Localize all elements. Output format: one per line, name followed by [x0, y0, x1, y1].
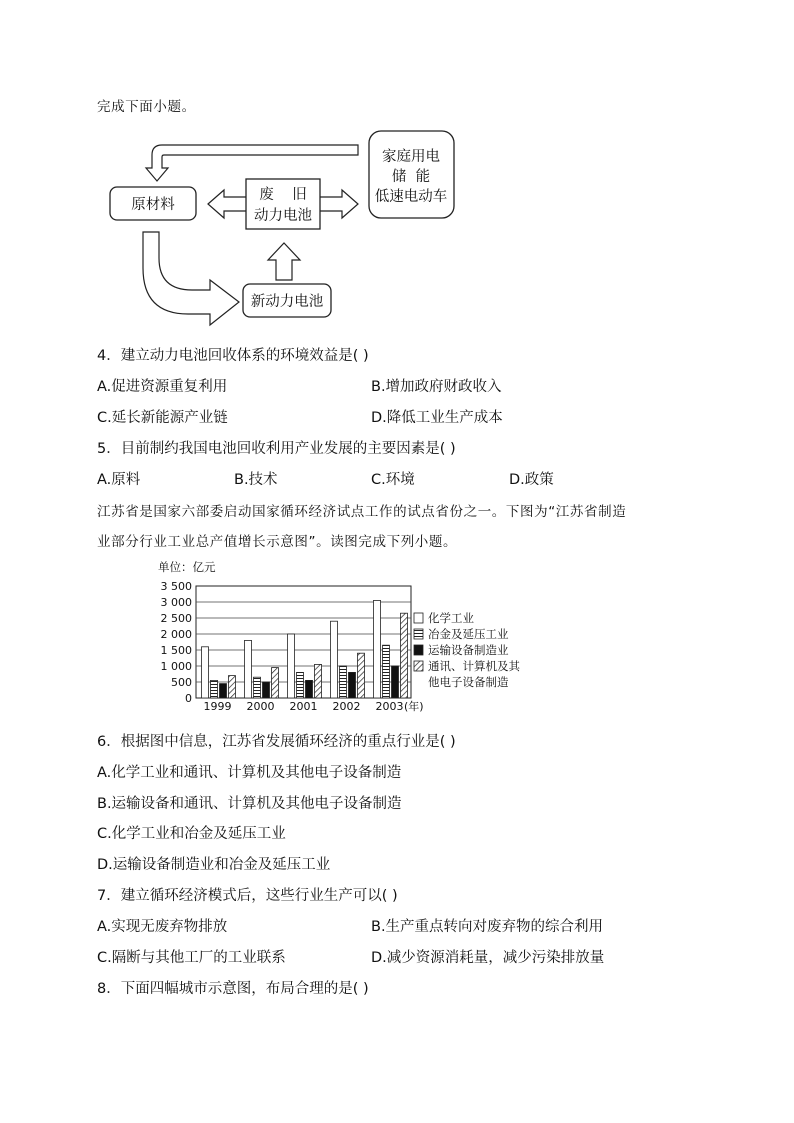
x-tick-label: 2002 — [332, 700, 361, 713]
q4-option-d[interactable]: D.降低工业生产成本 — [371, 410, 503, 426]
legend-label-4: 通讯、计算机及其 — [428, 659, 520, 673]
bar-2003-series-2 — [383, 645, 390, 698]
q7-option-d[interactable]: D.减少资源消耗量，减少污染排放量 — [371, 950, 605, 966]
legend-swatch-1 — [414, 613, 423, 623]
y-tick-label: 2 000 — [160, 628, 192, 641]
bar-2003-series-3 — [392, 666, 399, 698]
q5-option-a[interactable]: A.原料 — [97, 472, 141, 488]
q4-option-a[interactable]: A.促进资源重复利用 — [97, 379, 228, 395]
bar-2000-series-1 — [245, 640, 252, 698]
bar-1999-series-1 — [202, 647, 209, 698]
question-8-stem: 8．下面四幅城市示意图，布局合理的是( ) — [97, 981, 369, 997]
recycling-flow-diagram — [0, 0, 794, 340]
bar-2001-series-1 — [288, 634, 295, 698]
bar-2000-series-3 — [263, 682, 270, 698]
legend-swatch-4 — [414, 661, 423, 671]
q4-option-b[interactable]: B.增加政府财政收入 — [371, 379, 502, 395]
question-7-stem: 7．建立循环经济模式后，这些行业生产可以( ) — [97, 888, 398, 904]
waste-battery-label-1: 废 旧 — [259, 187, 307, 203]
intro-text-2-line-1: 江苏省是国家六部委启动国家循环经济试点工作的试点省份之一。下图为“江苏省制造 — [97, 504, 627, 520]
question-4-stem: 4．建立动力电池回收体系的环境效益是( ) — [97, 348, 369, 364]
y-tick-label: 1 000 — [160, 660, 192, 673]
y-tick-label: 1 500 — [160, 644, 192, 657]
legend-label-2: 冶金及延压工业 — [428, 627, 509, 641]
q6-option-a[interactable]: A.化学工业和通讯、计算机及其他电子设备制造 — [97, 765, 402, 781]
bar-2003-series-1 — [374, 600, 381, 698]
y-tick-label: 0 — [185, 692, 192, 705]
q5-option-b[interactable]: B.技术 — [234, 472, 278, 488]
y-tick-label: 3 500 — [160, 580, 192, 593]
household-label-3: 低速电动车 — [374, 189, 448, 205]
legend-label-1: 化学工业 — [428, 611, 474, 625]
bar-2001-series-2 — [297, 672, 304, 698]
bar-2002-series-3 — [349, 672, 356, 698]
bar-2001-series-4 — [315, 664, 322, 698]
new-battery-label: 新动力电池 — [250, 294, 324, 310]
intro-text-1: 完成下面小题。 — [97, 99, 196, 115]
bar-2000-series-4 — [272, 668, 279, 698]
legend-swatch-3 — [414, 645, 423, 655]
x-tick-label: 2003 — [375, 700, 404, 713]
bar-2003-series-4 — [401, 613, 408, 698]
x-tick-label: 1999 — [203, 700, 232, 713]
q7-option-a[interactable]: A.实现无废弃物排放 — [97, 919, 228, 935]
x-tick-label: 2001 — [289, 700, 318, 713]
household-label-2: 储 能 — [391, 169, 431, 185]
bar-2001-series-3 — [306, 680, 313, 698]
bar-1999-series-4 — [229, 676, 236, 698]
y-tick-label: 3 000 — [160, 596, 192, 609]
question-5-stem: 5．目前制约我国电池回收利用产业发展的主要因素是( ) — [97, 441, 456, 457]
legend-label-3: 运输设备制造业 — [428, 643, 509, 657]
y-tick-label: 500 — [171, 676, 192, 689]
q6-option-c[interactable]: C.化学工业和冶金及延压工业 — [97, 826, 286, 842]
q5-option-d[interactable]: D.政策 — [509, 472, 554, 488]
question-6-stem: 6．根据图中信息，江苏省发展循环经济的重点行业是( ) — [97, 734, 456, 750]
waste-battery-label-2: 动力电池 — [254, 208, 312, 224]
production-arrow — [143, 232, 239, 325]
q5-option-c[interactable]: C.环境 — [371, 472, 415, 488]
bar-2000-series-2 — [254, 677, 261, 698]
q6-option-b[interactable]: B.运输设备和通讯、计算机及其他电子设备制造 — [97, 796, 402, 812]
bar-2002-series-2 — [340, 666, 347, 698]
x-axis-unit: (年) — [404, 700, 424, 713]
legend-swatch-2 — [414, 629, 423, 639]
raw-material-label: 原材料 — [131, 197, 175, 213]
x-tick-label: 2000 — [246, 700, 275, 713]
y-tick-label: 2 500 — [160, 612, 192, 625]
q7-option-c[interactable]: C.隔断与其他工厂的工业联系 — [97, 950, 286, 966]
q7-option-b[interactable]: B.生产重点转向对废弃物的综合利用 — [371, 919, 604, 935]
bar-1999-series-2 — [211, 680, 218, 698]
industry-output-bar-chart — [0, 560, 794, 720]
bar-1999-series-3 — [220, 684, 227, 698]
up-arrow — [268, 243, 300, 280]
q4-option-c[interactable]: C.延长新能源产业链 — [97, 410, 228, 426]
bar-2002-series-1 — [331, 621, 338, 698]
legend-label-4: 他电子设备制造 — [428, 675, 509, 689]
intro-text-2-line-2: 业部分行业工业总产值增长示意图”。读图完成下列小题。 — [97, 534, 458, 550]
q6-option-d[interactable]: D.运输设备制造业和冶金及延压工业 — [97, 857, 331, 873]
return-arrow — [146, 145, 358, 181]
chart-unit-label: 单位：亿元 — [158, 560, 216, 574]
bar-2002-series-4 — [358, 653, 365, 698]
household-label-1: 家庭用电 — [382, 149, 440, 165]
